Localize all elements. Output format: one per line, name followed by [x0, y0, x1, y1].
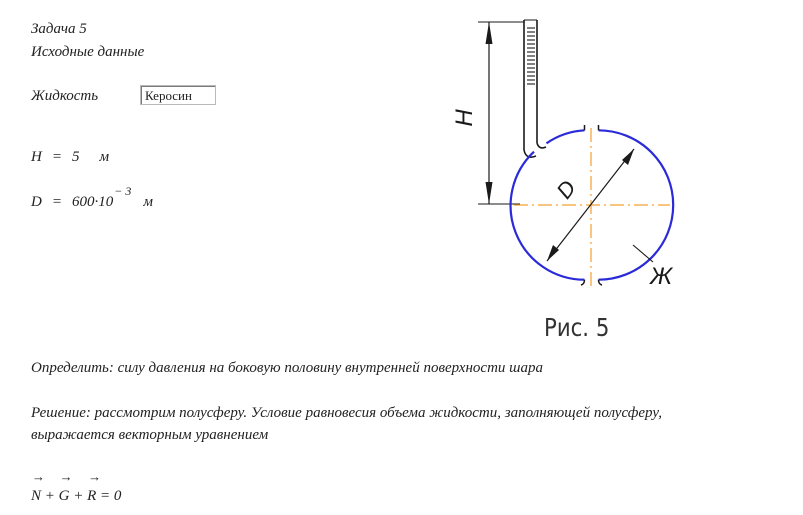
param-h-symbol: H: [31, 149, 42, 165]
param-h-unit: м: [99, 149, 110, 165]
tube-liquid-hatch: [527, 28, 535, 84]
task-title: Задача 5: [31, 21, 87, 37]
piezometer-tube: [524, 20, 546, 157]
param-d-exponent: − 3: [114, 184, 132, 198]
initial-data-heading: Исходные данные: [31, 44, 145, 60]
sphere-figure: [430, 10, 690, 350]
liquid-leader: [633, 245, 653, 262]
solution-line-2: выражается векторным уравнением: [31, 427, 269, 443]
label-zh: Ж: [650, 263, 673, 290]
eq-equals: =: [100, 488, 111, 504]
eq-plus-2: +: [73, 488, 84, 504]
param-h-eq: =: [51, 149, 62, 165]
vector-r: → R: [87, 469, 102, 504]
equilibrium-equation: [31, 468, 122, 504]
label-h: H: [451, 109, 478, 127]
figure-caption: Рис. 5: [544, 313, 610, 342]
eq-plus-1: +: [44, 488, 55, 504]
param-diameter: [31, 184, 153, 210]
vector-g: → G: [58, 469, 73, 504]
eq-zero: 0: [113, 488, 122, 504]
problem-statement: Определить: силу давления на боковую половину внутренней поверхности шара: [31, 360, 543, 376]
param-d-value: 600·10: [71, 194, 114, 210]
solution-line-1: Решение: рассмотрим полусферу. Условие равновесия объема жидкости, заполняющей полусферу,: [31, 405, 663, 421]
liquid-label: Жидкость: [31, 88, 99, 104]
param-d-symbol: D: [31, 194, 42, 210]
param-d-unit: м: [143, 194, 153, 210]
param-height: [31, 150, 109, 165]
param-h-value: 5: [71, 149, 80, 165]
label-d: D: [551, 175, 581, 204]
liquid-field[interactable]: Керосин: [140, 85, 216, 105]
vector-n: → N: [31, 469, 45, 504]
param-d-eq: =: [51, 194, 62, 210]
